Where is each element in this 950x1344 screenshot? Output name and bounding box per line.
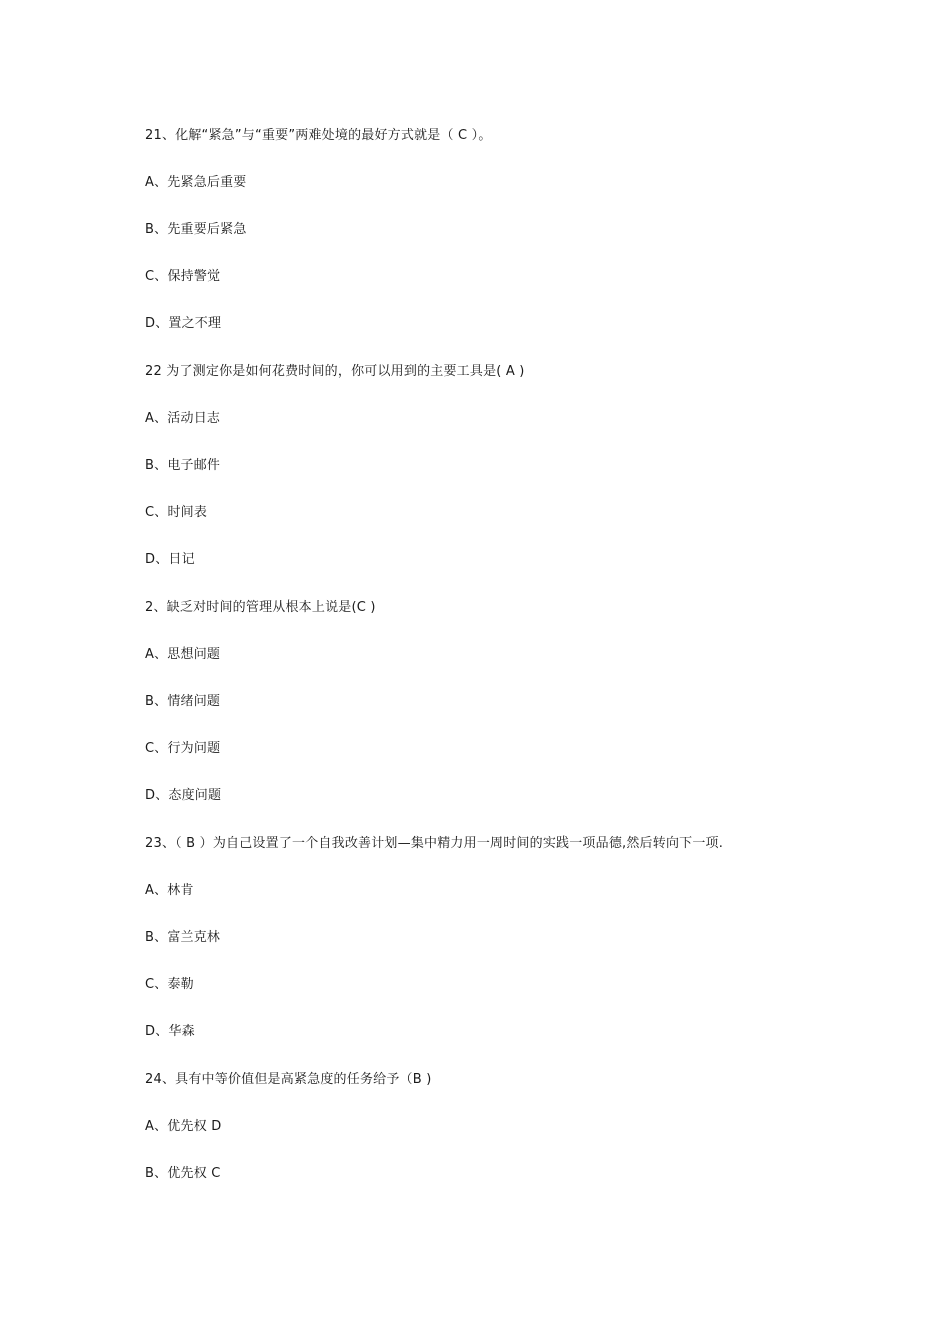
question-2-option-c: C、行为问题: [145, 741, 221, 756]
question-23-stem: 23、（ B ）为自己设置了一个自我改善计划—集中精力用一周时间的实践一项品德,然后转向下一项.: [145, 836, 724, 851]
question-24-option-b: B、优先权 C: [145, 1166, 221, 1181]
question-21-stem: 21、化解“紧急”与“重要”两难处境的最好方式就是（ C ）。: [145, 128, 492, 143]
question-2-option-a: A、思想问题: [145, 647, 221, 662]
question-2-stem: 2、缺乏对时间的管理从根本上说是(C ): [145, 600, 376, 615]
question-22-stem: 22 为了测定你是如何花费时间的，你可以用到的主要工具是( A ): [145, 364, 525, 379]
question-23-option-b: B、富兰克林: [145, 930, 221, 945]
question-21-option-d: D、置之不理: [145, 316, 222, 331]
question-2-option-b: B、情绪问题: [145, 694, 221, 709]
question-22-option-b: B、电子邮件: [145, 458, 221, 473]
question-2-option-d: D、态度问题: [145, 788, 222, 803]
question-22-option-d: D、日记: [145, 552, 195, 567]
question-21-option-b: B、先重要后紧急: [145, 222, 247, 237]
question-24-stem: 24、具有中等价值但是高紧急度的任务给予（B ): [145, 1072, 432, 1087]
question-23-option-d: D、华森: [145, 1024, 195, 1039]
question-24-option-a: A、优先权 D: [145, 1119, 222, 1134]
question-22-option-c: C、时间表: [145, 505, 208, 520]
question-23-option-c: C、泰勒: [145, 977, 194, 992]
question-22-option-a: A、活动日志: [145, 411, 221, 426]
question-21-option-c: C、保持警觉: [145, 269, 221, 284]
question-21-option-a: A、先紧急后重要: [145, 175, 247, 190]
question-23-option-a: A、林肯: [145, 883, 194, 898]
